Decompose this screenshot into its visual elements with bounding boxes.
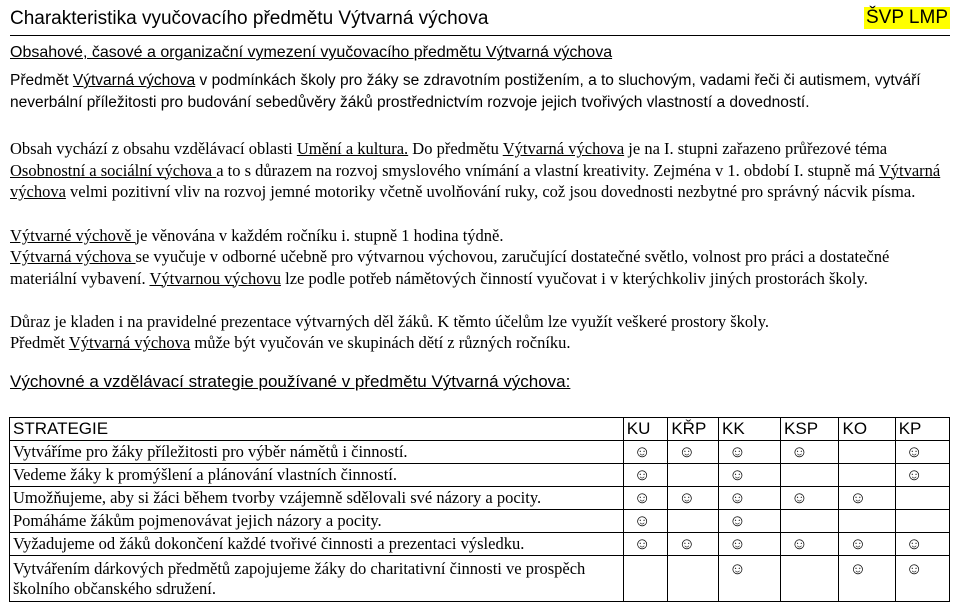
smiley-icon: ☺ (719, 487, 781, 510)
table-row (10, 556, 950, 602)
table-row (10, 533, 950, 556)
smiley-icon: ☺ (719, 441, 781, 464)
smiley-icon: ☺ (781, 487, 839, 510)
paragraph-4 (10, 246, 955, 289)
subject-link: Výtvarné výchově (10, 226, 136, 245)
smiley-icon: ☺ (623, 464, 668, 487)
smiley-icon: ☺ (623, 441, 668, 464)
col-header: KP (895, 418, 949, 441)
svp-badge: ŠVP LMP (865, 7, 948, 28)
table-row (10, 487, 950, 510)
smiley-icon: ☺ (623, 510, 668, 533)
col-header: KŘP (668, 418, 719, 441)
smiley-icon: ☺ (895, 441, 949, 464)
theme-link: Osobnostní a sociální výchova (10, 160, 217, 180)
p2-text: Do předmětu (408, 139, 503, 158)
smiley-icon: ☺ (668, 533, 719, 556)
table-row (10, 510, 950, 533)
strategy-cell: Umožňujeme, aby si žáci během tvorby vzájemně sdělovali své názory a pocity. (10, 487, 624, 510)
smiley-icon: ☺ (668, 441, 719, 464)
strategy-cell: Vyžadujeme od žáků dokončení každé tvořivé činnosti a prezentaci výsledku. (10, 533, 624, 556)
paragraph-3 (10, 225, 955, 247)
smiley-icon (668, 510, 719, 533)
subject-link: Výtvarná výchova (10, 160, 941, 201)
smiley-icon (781, 464, 839, 487)
col-header: KU (623, 418, 668, 441)
paragraph-5: Důraz je kladen i na pravidelné prezentace výtvarných děl žáků. K těmto účelům lze využít veškeré prostory školy. (10, 312, 770, 331)
smiley-icon (839, 441, 895, 464)
section-heading: Obsahové, časové a organizační vymezení vyučovacího předmětu Výtvarná výchova (10, 44, 613, 61)
smiley-icon (781, 510, 839, 533)
p4-text: lze podle potřeb námětových činností vyučovat i v kterýchkoliv jiných prostorách školy. (280, 268, 868, 288)
smiley-icon (895, 510, 949, 533)
smiley-icon: ☺ (895, 464, 949, 487)
strategy-cell: Vytváříme pro žáky příležitosti pro výběr námětů i činností. (10, 441, 624, 464)
p2-text: Obsah vychází z obsahu vzdělávací oblasti (10, 139, 297, 158)
p6-text: Předmět (10, 333, 69, 352)
p1-text: Předmět (10, 72, 73, 89)
smiley-icon (668, 464, 719, 487)
smiley-icon: ☺ (623, 487, 668, 510)
page-title: Charakteristika vyučovacího předmětu Výtvarná výchova (10, 8, 489, 29)
smiley-icon: ☺ (839, 487, 895, 510)
smiley-icon: ☺ (895, 533, 949, 556)
col-header: KO (839, 418, 895, 441)
subject-link: Výtvarnou výchovu (149, 268, 281, 288)
strategy-cell: Vedeme žáky k promýšlení a plánování vlastních činností. (10, 464, 624, 487)
smiley-icon: ☺ (719, 510, 781, 533)
page-header (10, 7, 950, 33)
smiley-icon (781, 556, 839, 602)
paragraph-2 (10, 138, 955, 203)
strategy-cell: Vytvářením dárkových předmětů zapojujeme žáky do charitativní činnosti ve prospěch školního občanského sdružení. (10, 556, 624, 602)
smiley-icon (895, 487, 949, 510)
p1-text: v podmínkách školy pro žáky se zdravotním postižením, a to sluchovým, vadami řeči či autismem, vytváří neverbální příležitosti pro budování sebedůvěry žáků prostřednictvím rozvoje jejich tvořivých vlastností a dovedností. (10, 72, 921, 111)
smiley-icon: ☺ (719, 556, 781, 602)
subject-link: Výtvarná výchova (502, 139, 625, 158)
table-row (10, 441, 950, 464)
subject-link: Výtvarná výchova (72, 72, 196, 89)
p2-text: a to s důrazem na rozvoj smyslového vnímání a vlastní kreativity. Zejména v 1. období I. stupně má (216, 160, 879, 180)
table-header-row (10, 418, 950, 441)
p2-text: velmi pozitivní vliv na rozvoj jemné motoriky včetně uvolňování ruky, což jsou dovednosti nezbytné pro správný nácvik písma. (65, 182, 916, 201)
smiley-icon: ☺ (623, 533, 668, 556)
table-row (10, 464, 950, 487)
strategy-heading: Výchovné a vzdělávací strategie používané v předmětu Výtvarná výchova: (10, 372, 571, 391)
smiley-icon: ☺ (839, 556, 895, 602)
smiley-icon: ☺ (781, 441, 839, 464)
smiley-icon (839, 464, 895, 487)
smiley-icon (623, 556, 668, 602)
subject-link: Výtvarná výchova (10, 247, 136, 266)
subject-link: Výtvarná výchova (68, 333, 191, 352)
p2-text: je na I. stupni zařazeno průřezové téma (624, 139, 888, 158)
smiley-icon: ☺ (781, 533, 839, 556)
col-header: KSP (781, 418, 839, 441)
col-header: STRATEGIE (10, 418, 624, 441)
smiley-icon: ☺ (719, 464, 781, 487)
area-link: Umění a kultura. (296, 139, 409, 158)
p3-text: je věnována v každém ročníku i. stupně 1 hodina týdně. (135, 226, 504, 245)
col-header: KK (719, 418, 781, 441)
strategy-cell: Pomáháme žákům pojmenovávat jejich názory a pocity. (10, 510, 624, 533)
strategy-table (9, 417, 950, 602)
smiley-icon: ☺ (839, 533, 895, 556)
smiley-icon: ☺ (895, 556, 949, 602)
smiley-icon: ☺ (719, 533, 781, 556)
p6-text: může být vyučován ve skupinách dětí z různých ročníku. (190, 333, 571, 352)
smiley-icon (839, 510, 895, 533)
smiley-icon: ☺ (668, 487, 719, 510)
paragraph-6 (10, 332, 955, 354)
smiley-icon (668, 556, 719, 602)
paragraph-1 (10, 70, 955, 114)
header-rule (10, 35, 950, 36)
p4-text: se vyučuje v odborné učebně pro výtvarnou výchovou, zaručující dostatečné světlo, volnost pro práci a dostatečné materiální vybavení. (10, 247, 890, 288)
